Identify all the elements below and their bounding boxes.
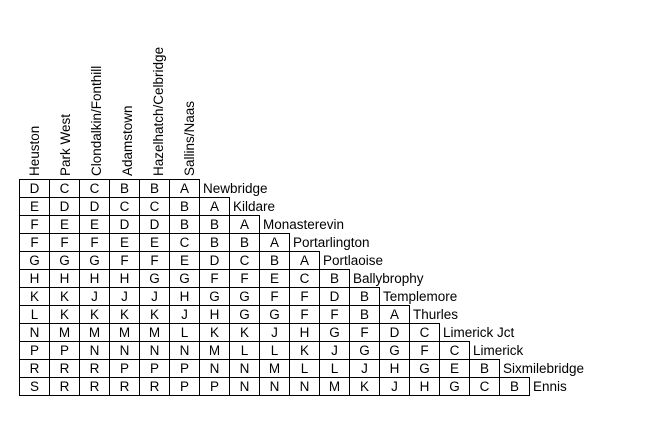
fare-cell: K — [109, 305, 140, 324]
column-header: Hazelhatch/Celbridge — [151, 46, 166, 176]
fare-cell: G — [319, 323, 350, 342]
column-header: Park West — [58, 113, 73, 176]
fare-cell: K — [229, 323, 260, 342]
fare-cell: N — [229, 377, 260, 396]
fare-cell: G — [169, 269, 200, 288]
fare-cell: C — [139, 197, 170, 216]
fare-cell: J — [319, 341, 350, 360]
fare-cell: P — [49, 341, 80, 360]
fare-cell: F — [19, 233, 50, 252]
fare-cell: B — [319, 269, 350, 288]
fare-cell: M — [49, 323, 80, 342]
fare-cell: P — [199, 377, 230, 396]
fare-cell: L — [259, 341, 290, 360]
fare-cell: F — [19, 215, 50, 234]
fare-cell: A — [379, 305, 410, 324]
fare-cell: H — [49, 269, 80, 288]
fare-cell: G — [139, 269, 170, 288]
column-header: Sallins/Naas — [182, 100, 197, 176]
fare-cell: L — [319, 359, 350, 378]
fare-cell: J — [379, 377, 410, 396]
station-label: Portlaoise — [323, 253, 384, 268]
fare-cell: P — [19, 341, 50, 360]
fare-cell: F — [109, 251, 140, 270]
fare-cell: C — [289, 269, 320, 288]
fare-cell: J — [79, 287, 110, 306]
fare-cell: K — [49, 305, 80, 324]
fare-cell: N — [229, 359, 260, 378]
fare-cell: H — [289, 323, 320, 342]
fare-cell: C — [109, 197, 140, 216]
fare-cell: J — [169, 305, 200, 324]
column-header: Adamstown — [120, 105, 135, 176]
fare-cell: A — [289, 251, 320, 270]
fare-cell: D — [109, 215, 140, 234]
fare-cell: J — [349, 359, 380, 378]
station-label: Portarlington — [293, 235, 370, 250]
fare-cell: G — [259, 305, 290, 324]
fare-cell: P — [169, 359, 200, 378]
fare-cell: C — [439, 341, 470, 360]
fare-cell: D — [49, 197, 80, 216]
fare-cell: A — [259, 233, 290, 252]
fare-cell: H — [199, 305, 230, 324]
fare-cell: C — [169, 233, 200, 252]
fare-cell: B — [349, 305, 380, 324]
fare-cell: N — [199, 359, 230, 378]
fare-cell: M — [109, 323, 140, 342]
fare-cell: C — [409, 323, 440, 342]
fare-cell: L — [169, 323, 200, 342]
fare-cell: H — [19, 269, 50, 288]
fare-cell: B — [469, 359, 500, 378]
fare-cell: C — [79, 179, 110, 198]
fare-cell: B — [139, 179, 170, 198]
fare-cell: K — [349, 377, 380, 396]
fare-cell: D — [79, 197, 110, 216]
station-label: Templemore — [383, 289, 458, 304]
fare-cell: H — [109, 269, 140, 288]
column-header: Heuston — [27, 125, 42, 176]
fare-cell: J — [109, 287, 140, 306]
fare-cell: R — [49, 359, 80, 378]
fare-cell: M — [139, 323, 170, 342]
fare-cell: H — [409, 377, 440, 396]
fare-cell: B — [109, 179, 140, 198]
fare-cell: M — [259, 359, 290, 378]
fare-cell: P — [169, 377, 200, 396]
fare-cell: C — [49, 179, 80, 198]
fare-cell: E — [79, 215, 110, 234]
fare-cell: N — [19, 323, 50, 342]
fare-cell: N — [109, 341, 140, 360]
fare-cell: K — [199, 323, 230, 342]
fare-cell: N — [139, 341, 170, 360]
fare-cell: D — [19, 179, 50, 198]
fare-cell: K — [49, 287, 80, 306]
fare-cell: E — [49, 215, 80, 234]
fare-cell: D — [139, 215, 170, 234]
station-label: Thurles — [413, 307, 459, 322]
fare-cell: R — [109, 377, 140, 396]
fare-cell: B — [499, 377, 530, 396]
fare-cell: J — [259, 323, 290, 342]
fare-cell: R — [49, 377, 80, 396]
fare-cell: D — [379, 323, 410, 342]
fare-cell: L — [19, 305, 50, 324]
station-label: Ennis — [533, 379, 567, 394]
station-label: Kildare — [233, 199, 276, 214]
fare-cell: M — [79, 323, 110, 342]
fare-cell: A — [229, 215, 260, 234]
fare-cell: F — [409, 341, 440, 360]
fare-cell: F — [139, 251, 170, 270]
fare-cell: E — [19, 197, 50, 216]
fare-cell: H — [79, 269, 110, 288]
fare-cell: A — [169, 179, 200, 198]
station-label: Limerick Jct — [443, 325, 515, 340]
fare-cell: E — [169, 251, 200, 270]
fare-cell: N — [259, 377, 290, 396]
fare-cell: E — [139, 233, 170, 252]
station-label: Sixmilebridge — [503, 361, 585, 376]
fare-cell: B — [169, 215, 200, 234]
station-label: Monasterevin — [263, 217, 345, 232]
fare-cell: R — [19, 359, 50, 378]
fare-cell: F — [79, 233, 110, 252]
fare-cell: M — [319, 377, 350, 396]
fare-cell: C — [469, 377, 500, 396]
fare-cell: E — [439, 359, 470, 378]
fare-cell: F — [349, 323, 380, 342]
fare-cell: K — [139, 305, 170, 324]
fare-cell: B — [199, 215, 230, 234]
fare-cell: F — [229, 269, 260, 288]
station-label: Ballybrophy — [353, 271, 424, 286]
fare-cell: N — [169, 341, 200, 360]
fare-cell: F — [289, 287, 320, 306]
fare-cell: R — [139, 377, 170, 396]
fare-cell: E — [259, 269, 290, 288]
fare-cell: G — [409, 359, 440, 378]
fare-cell: G — [439, 377, 470, 396]
fare-cell: D — [199, 251, 230, 270]
fare-cell: F — [319, 305, 350, 324]
fare-cell: B — [169, 197, 200, 216]
fare-cell: G — [349, 341, 380, 360]
fare-cell: B — [199, 233, 230, 252]
fare-cell: B — [229, 233, 260, 252]
fare-cell: K — [289, 341, 320, 360]
fare-cell: S — [19, 377, 50, 396]
fare-cell: A — [199, 197, 230, 216]
fare-cell: R — [79, 377, 110, 396]
fare-cell: F — [259, 287, 290, 306]
fare-cell: L — [289, 359, 320, 378]
fare-cell: M — [199, 341, 230, 360]
station-label: Newbridge — [203, 181, 268, 196]
fare-cell: G — [79, 251, 110, 270]
fare-cell: N — [79, 341, 110, 360]
fare-cell: B — [349, 287, 380, 306]
column-header: Clondalkin/Fonthill — [89, 65, 104, 176]
fare-cell: G — [199, 287, 230, 306]
fare-cell: P — [109, 359, 140, 378]
fare-cell: G — [49, 251, 80, 270]
fare-cell: G — [379, 341, 410, 360]
fare-cell: H — [379, 359, 410, 378]
fare-cell: L — [229, 341, 260, 360]
fare-cell: R — [79, 359, 110, 378]
fare-cell: K — [79, 305, 110, 324]
fare-cell: B — [259, 251, 290, 270]
fare-cell: P — [139, 359, 170, 378]
fare-cell: J — [139, 287, 170, 306]
fare-cell: E — [109, 233, 140, 252]
fare-cell: K — [19, 287, 50, 306]
fare-cell: N — [289, 377, 320, 396]
fare-cell: C — [229, 251, 260, 270]
fare-cell: G — [229, 287, 260, 306]
station-label: Limerick — [473, 343, 524, 358]
fare-cell: G — [19, 251, 50, 270]
fare-cell: G — [229, 305, 260, 324]
fare-cell: F — [289, 305, 320, 324]
fare-cell: D — [319, 287, 350, 306]
fare-cell: H — [169, 287, 200, 306]
fare-cell: F — [199, 269, 230, 288]
fare-cell: F — [49, 233, 80, 252]
